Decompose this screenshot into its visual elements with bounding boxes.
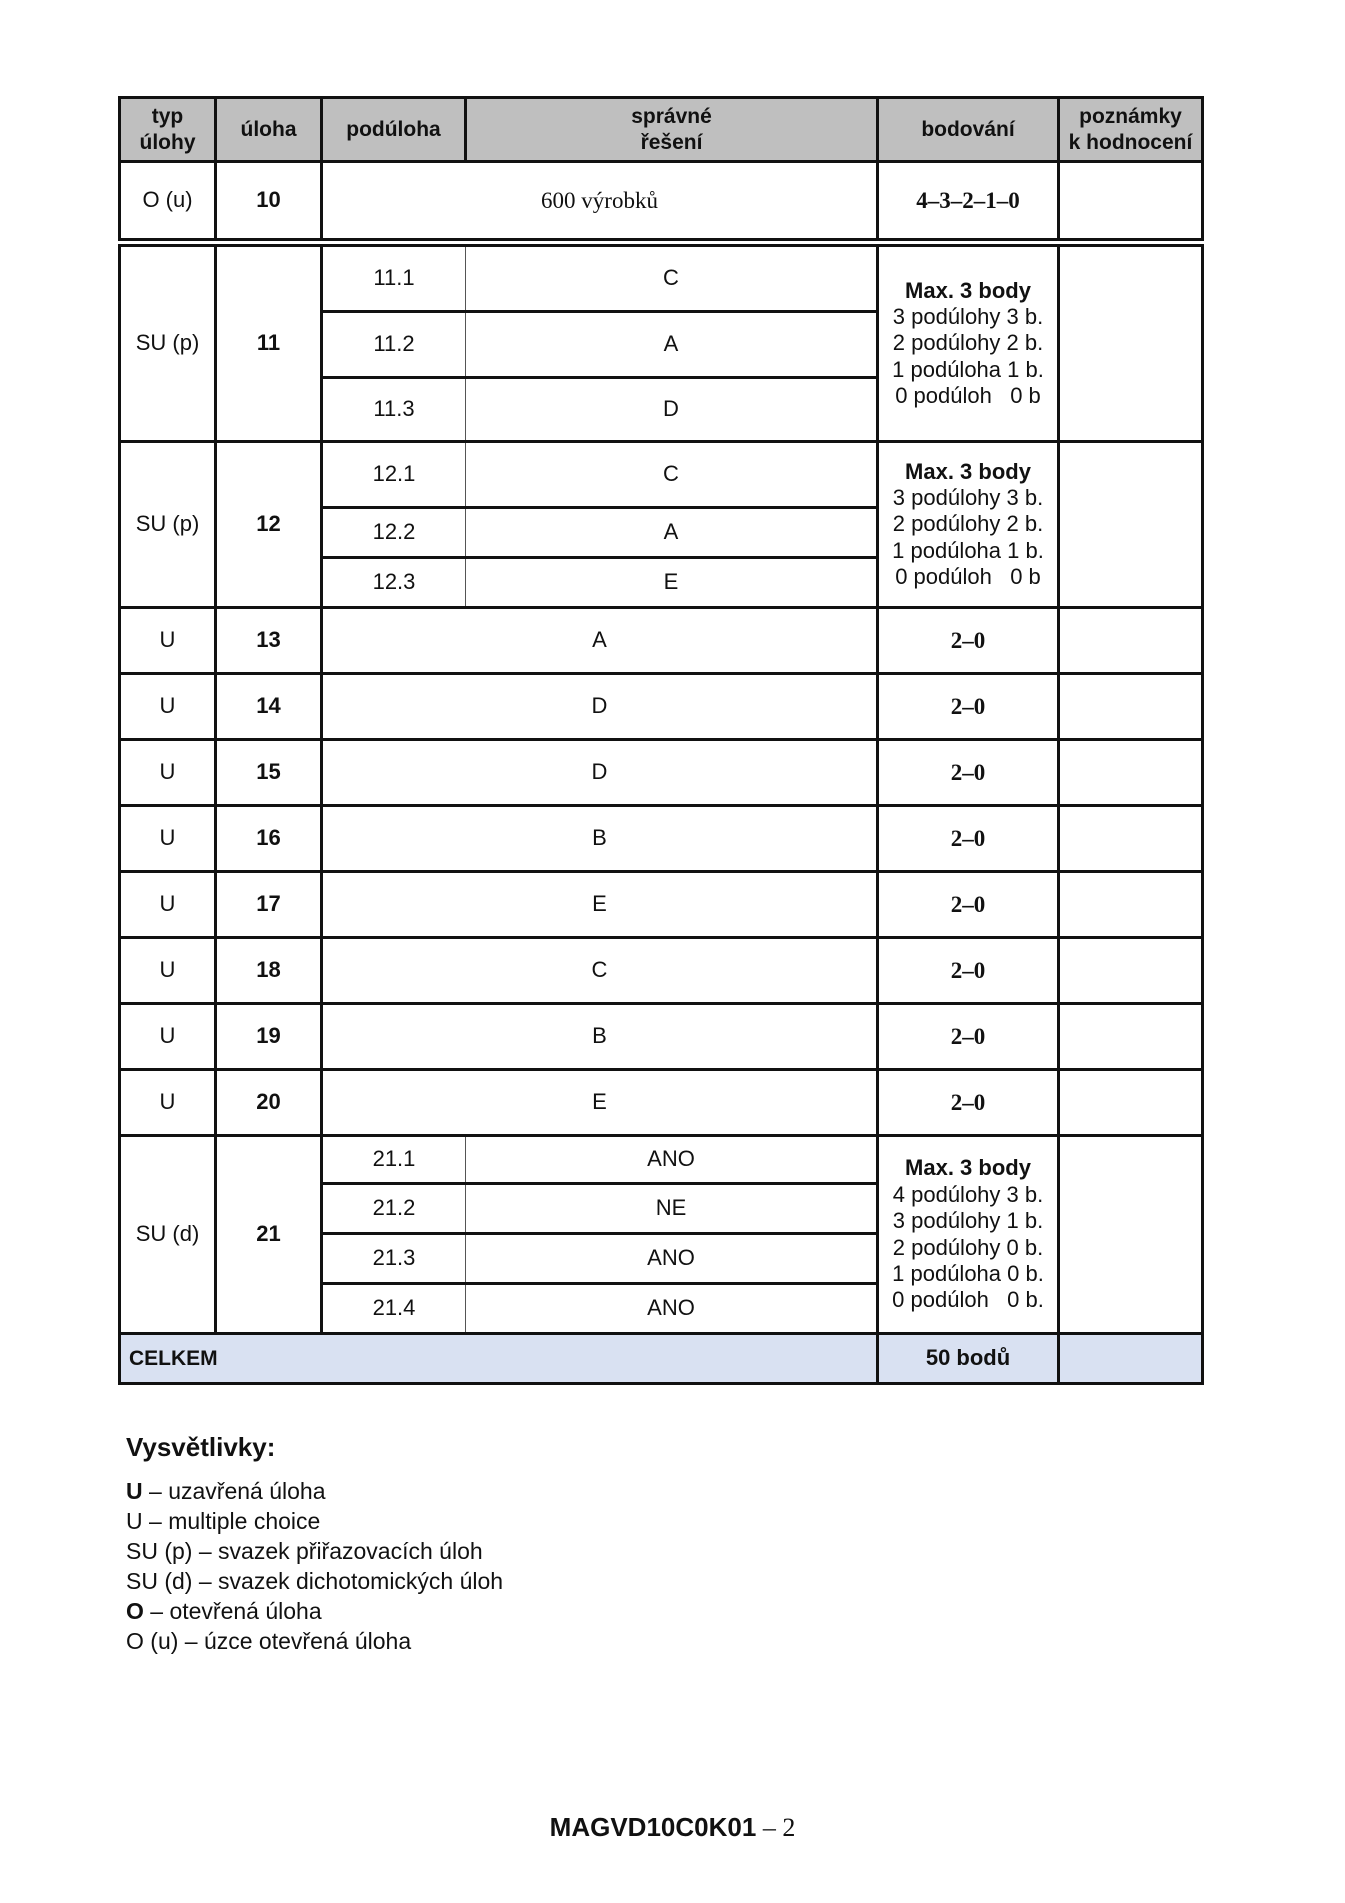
page-footer [0, 1812, 1345, 1843]
notes-cell[interactable] [1059, 1004, 1203, 1070]
table-row [120, 1136, 1203, 1184]
table-row [120, 674, 1203, 740]
subtask-id: 12.2 [322, 508, 466, 558]
legend-item: U – uzavřená úloha [126, 1478, 326, 1504]
task-number: 18 [216, 938, 322, 1004]
notes-cell[interactable] [1059, 162, 1203, 240]
scoring: 2–0 [878, 674, 1059, 740]
header-poduloha: podúloha [322, 98, 466, 162]
table-row [120, 246, 1203, 312]
table-row [120, 1070, 1203, 1136]
task-number: 21 [216, 1136, 322, 1334]
notes-cell[interactable] [1059, 674, 1203, 740]
header-typ-uloh: typ úlohy [120, 98, 216, 162]
notes-cell[interactable] [1059, 740, 1203, 806]
header-poznamky: poznámky k hodnocení [1059, 98, 1203, 162]
notes-cell[interactable] [1059, 872, 1203, 938]
subtask-id: 21.1 [322, 1136, 466, 1184]
scoring: 4–3–2–1–0 [878, 162, 1059, 240]
table-row [120, 740, 1203, 806]
notes-cell[interactable] [1059, 246, 1203, 442]
notes-cell[interactable] [1059, 1136, 1203, 1334]
legend-item: O (u) – úzce otevřená úloha [126, 1628, 412, 1654]
table-row [120, 442, 1203, 508]
task-number: 15 [216, 740, 322, 806]
header-spravne-reseni: správné řešení [466, 98, 878, 162]
scoring: 2–0 [878, 806, 1059, 872]
correct-answer: A [322, 608, 878, 674]
correct-answer: D [322, 674, 878, 740]
legend-title: Vysvětlivky: [126, 1432, 276, 1462]
legend [126, 1432, 503, 1656]
subtask-answer: ANO [466, 1284, 878, 1334]
notes-cell[interactable] [1059, 938, 1203, 1004]
notes-cell[interactable] [1059, 442, 1203, 608]
task-type: U [120, 872, 216, 938]
subtask-id: 12.1 [322, 442, 466, 508]
correct-answer: C [322, 938, 878, 1004]
subtask-answer: NE [466, 1184, 878, 1234]
scoring: Max. 3 body 3 podúlohy 3 b. 2 podúlohy 2 b. 1 podúloha 1 b. 0 podúloh 0 b [878, 442, 1059, 608]
task-number: 17 [216, 872, 322, 938]
notes-cell[interactable] [1059, 1334, 1203, 1384]
subtask-answer: A [466, 312, 878, 378]
subtask-answer: D [466, 378, 878, 442]
answer-key-table [118, 96, 1204, 1385]
correct-answer: B [322, 1004, 878, 1070]
task-type: SU (p) [120, 246, 216, 442]
header-bodovani: bodování [878, 98, 1059, 162]
subtask-answer: C [466, 246, 878, 312]
subtask-id: 21.2 [322, 1184, 466, 1234]
task-number: 16 [216, 806, 322, 872]
total-label: CELKEM [120, 1334, 878, 1384]
scoring: 2–0 [878, 1004, 1059, 1070]
task-number: 12 [216, 442, 322, 608]
scoring: 2–0 [878, 740, 1059, 806]
table-row [120, 162, 1203, 240]
correct-answer: E [322, 872, 878, 938]
correct-answer: 600 výrobků [322, 162, 878, 240]
notes-cell[interactable] [1059, 1070, 1203, 1136]
legend-item: U – multiple choice [126, 1508, 321, 1534]
subtask-id: 11.1 [322, 246, 466, 312]
legend-item: SU (p) – svazek přiřazovacích úloh [126, 1538, 483, 1564]
subtask-id: 11.3 [322, 378, 466, 442]
subtask-answer: ANO [466, 1234, 878, 1284]
scoring: Max. 3 body 4 podúlohy 3 b. 3 podúlohy 1 b. 2 podúlohy 0 b. 1 podúloha 0 b. 0 podúloh 0 b. [878, 1136, 1059, 1334]
task-type: SU (d) [120, 1136, 216, 1334]
scoring: 2–0 [878, 872, 1059, 938]
subtask-id: 21.4 [322, 1284, 466, 1334]
table-row [120, 806, 1203, 872]
task-type: U [120, 608, 216, 674]
header-uloha: úloha [216, 98, 322, 162]
subtask-answer: C [466, 442, 878, 508]
correct-answer: B [322, 806, 878, 872]
task-number: 10 [216, 162, 322, 240]
legend-item: O – otevřená úloha [126, 1598, 322, 1624]
subtask-id: 11.2 [322, 312, 466, 378]
task-type: U [120, 1004, 216, 1070]
subtask-answer: E [466, 558, 878, 608]
legend-item: SU (d) – svazek dichotomických úloh [126, 1568, 504, 1594]
task-type: U [120, 938, 216, 1004]
scoring: 2–0 [878, 608, 1059, 674]
document-code: MAGVD10C0K01 [549, 1812, 757, 1842]
total-points: 50 bodů [878, 1334, 1059, 1384]
subtask-id: 21.3 [322, 1234, 466, 1284]
page-number: – 2 [756, 1813, 796, 1842]
scoring: Max. 3 body 3 podúlohy 3 b. 2 podúlohy 2 b. 1 podúloha 1 b. 0 podúloh 0 b [878, 246, 1059, 442]
task-type: O (u) [120, 162, 216, 240]
correct-answer: E [322, 1070, 878, 1136]
subtask-answer: ANO [466, 1136, 878, 1184]
total-row [120, 1334, 1203, 1384]
table-header-row [120, 98, 1203, 162]
table-row [120, 1004, 1203, 1070]
task-type: U [120, 1070, 216, 1136]
table-row [120, 608, 1203, 674]
task-number: 14 [216, 674, 322, 740]
subtask-answer: A [466, 508, 878, 558]
task-type: U [120, 806, 216, 872]
task-number: 19 [216, 1004, 322, 1070]
notes-cell[interactable] [1059, 608, 1203, 674]
scoring: 2–0 [878, 1070, 1059, 1136]
correct-answer: D [322, 740, 878, 806]
task-type: U [120, 740, 216, 806]
table-row [120, 938, 1203, 1004]
task-type: U [120, 674, 216, 740]
task-number: 20 [216, 1070, 322, 1136]
task-type: SU (p) [120, 442, 216, 608]
notes-cell[interactable] [1059, 806, 1203, 872]
task-number: 13 [216, 608, 322, 674]
subtask-id: 12.3 [322, 558, 466, 608]
table-row [120, 872, 1203, 938]
task-number: 11 [216, 246, 322, 442]
scoring: 2–0 [878, 938, 1059, 1004]
